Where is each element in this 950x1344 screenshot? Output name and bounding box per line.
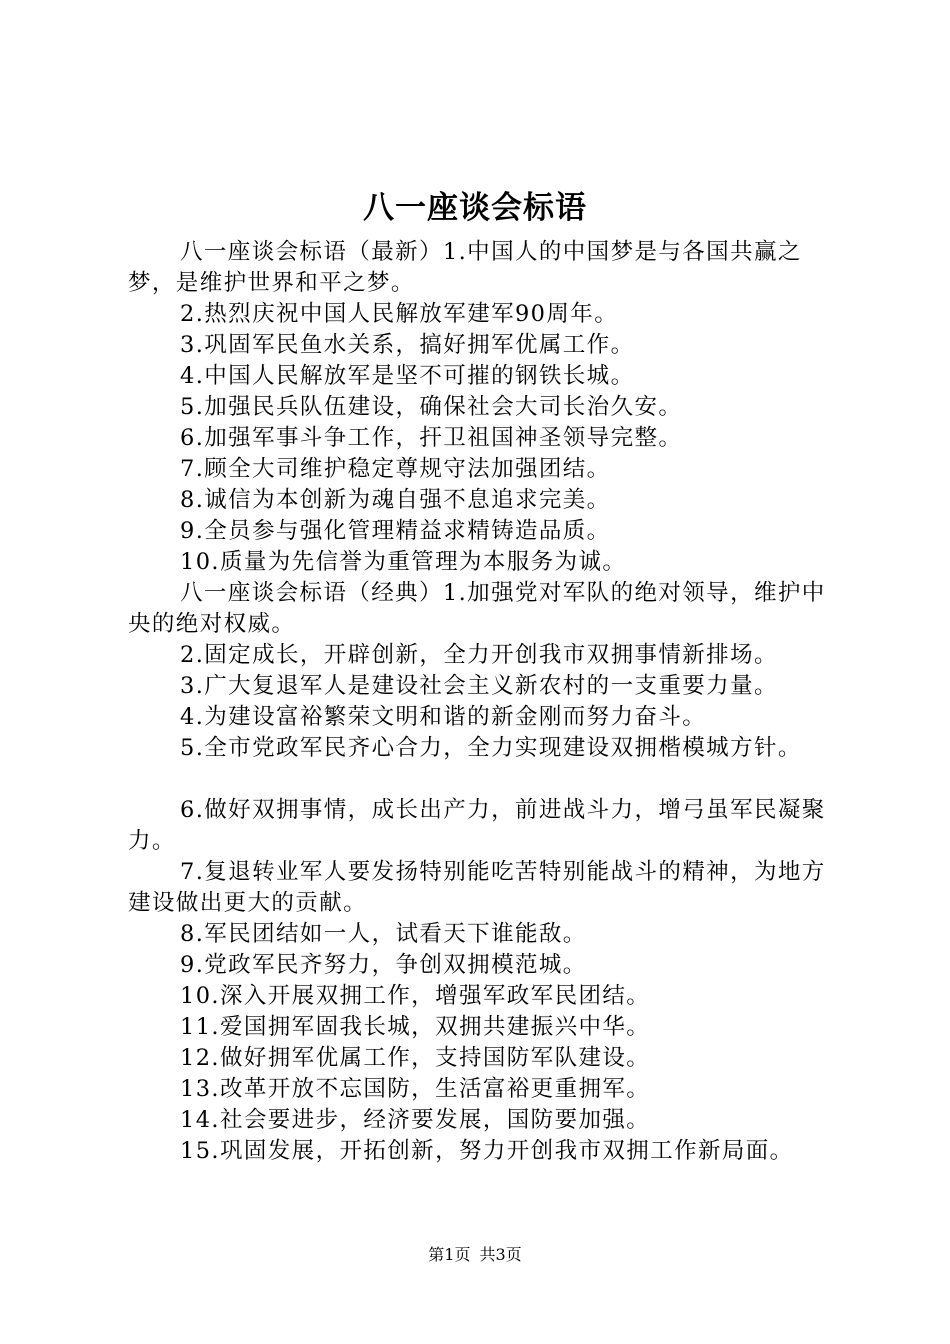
- paragraph-13: 3.广大复退军人是建设社会主义新农村的一支重要力量。: [180, 673, 778, 699]
- paragraph-8: 8.诚信为本创新为魂自强不息追求完美。: [180, 487, 611, 513]
- page-total: 共3页: [479, 1245, 522, 1264]
- paragraph-10: 10.质量为先信誉为重管理为本服务为诚。: [180, 549, 627, 575]
- paragraph-9: 9.全员参与强化管理精益求精铸造品质。: [180, 518, 611, 544]
- paragraph-19: 9.党政军民齐努力，争创双拥模范城。: [180, 952, 587, 978]
- paragraph-24: 14.社会要进步，经济要发展，国防要加强。: [180, 1107, 651, 1133]
- paragraph-16: 6.做好双拥事情，成长出产力，前进战斗力，增弓虽军民凝聚力。: [128, 797, 826, 854]
- page-number: 第1页: [428, 1245, 471, 1264]
- paragraph-6: 6.加强军事斗争工作，扞卫祖国神圣领导完整。: [180, 425, 683, 451]
- paragraph-7: 7.顾全大司维护稳定尊规守法加强团结。: [180, 456, 611, 482]
- paragraph-22: 12.做好拥军优属工作，支持国防军队建设。: [180, 1045, 651, 1071]
- paragraph-21: 11.爱国拥军固我长城，双拥共建振兴中华。: [180, 1014, 651, 1040]
- paragraph-3: 3.巩固军民鱼水关系，搞好拥军优属工作。: [180, 332, 635, 358]
- paragraph-1: 八一座谈会标语（最新）1.中国人的中国梦是与各国共赢之梦，是维护世界和平之梦。: [128, 239, 802, 296]
- paragraph-11: 八一座谈会标语（经典）1.加强党对军队的绝对领导，维护中央的绝对权威。: [128, 580, 826, 637]
- document-body: [128, 237, 830, 1167]
- paragraph-15: 5.全市党政军民齐心合力，全力实现建设双拥楷模城方针。: [180, 735, 802, 761]
- document-title: 八一座谈会标语: [363, 190, 587, 226]
- paragraph-5: 5.加强民兵队伍建设，确保社会大司长治久安。: [180, 394, 683, 420]
- paragraph-12: 2.固定成长，开辟创新，全力开创我市双拥事情新排场。: [180, 642, 778, 668]
- paragraph-2: 2.热烈庆祝中国人民解放军建军90周年。: [180, 301, 619, 327]
- paragraph-20: 10.深入开展双拥工作，增强军政军民团结。: [180, 983, 651, 1009]
- paragraph-17: 7.复退转业军人要发扬特别能吃苦特别能战斗的精神，为地方建设做出更大的贡献。: [128, 859, 826, 916]
- paragraph-25: 15.巩固发展，开拓创新，努力开创我市双拥工作新局面。: [180, 1138, 794, 1164]
- page-footer: [0, 1244, 950, 1266]
- paragraph-4: 4.中国人民解放军是坚不可摧的钢铁长城。: [180, 363, 635, 389]
- paragraph-18: 8.军民团结如一人，试看天下谁能敌。: [180, 921, 587, 947]
- paragraph-14: 4.为建设富裕繁荣文明和谐的新金刚而努力奋斗。: [180, 704, 707, 730]
- paragraph-23: 13.改革开放不忘国防，生活富裕更重拥军。: [180, 1076, 651, 1102]
